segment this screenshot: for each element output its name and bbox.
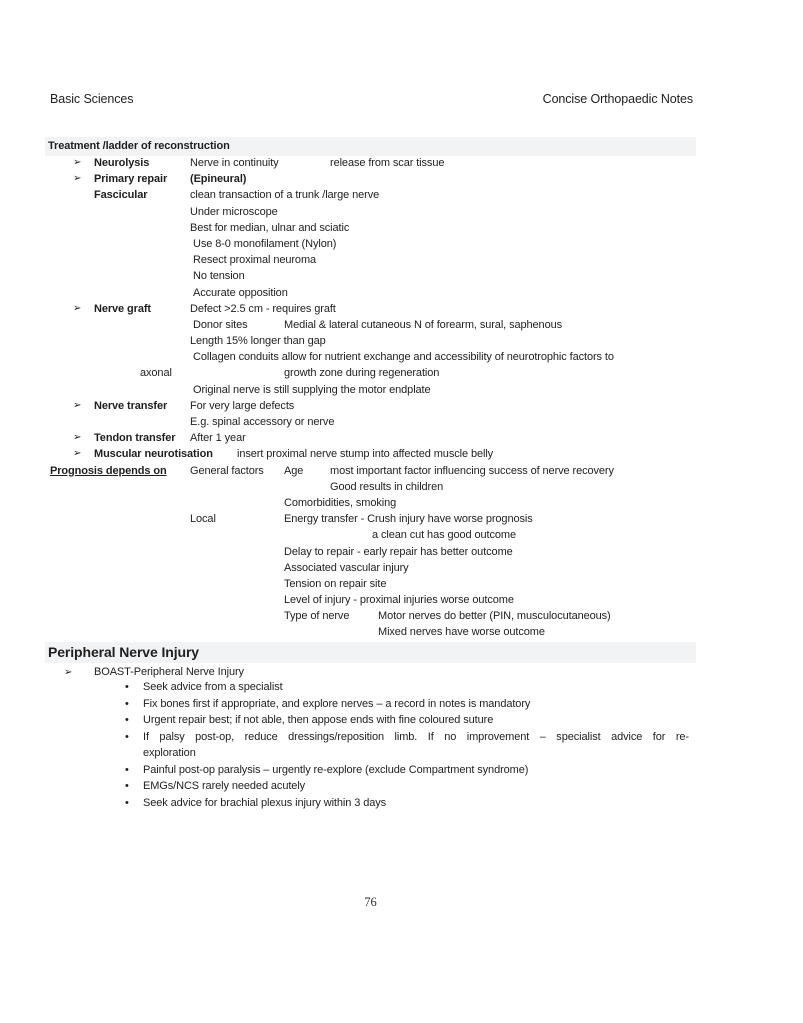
cell-text: After 1 year	[190, 432, 246, 445]
boast-subtitle: BOAST-Peripheral Nerve Injury	[94, 666, 244, 678]
cell-text: No tension	[193, 270, 245, 283]
doc-line	[0, 285, 803, 301]
page-number: 76	[364, 895, 377, 909]
term-label: Nerve graft	[94, 302, 151, 315]
boast-bullet-list	[0, 679, 803, 811]
bullet-text: Painful post-op paralysis – urgently re-explore (exclude Compartment syndrome)	[143, 763, 529, 776]
bullet-item	[0, 712, 803, 729]
cell-text: release from scar tissue	[330, 157, 445, 169]
doc-line	[0, 576, 803, 592]
cell-text: Collagen conduits allow for nutrient exchange and accessibility of neurotrophic factors to	[193, 351, 614, 364]
cell-text: E.g. spinal accessory or nerve	[190, 416, 335, 428]
doc-line	[0, 333, 803, 349]
cell-text: Comorbidities, smoking	[284, 496, 397, 509]
dot-bullet-icon: •	[125, 714, 129, 726]
dot-bullet-icon: •	[125, 763, 129, 776]
doc-line	[0, 495, 803, 511]
cell-text: Nerve in continuity	[190, 157, 279, 169]
doc-line	[0, 430, 803, 446]
term-label: Primary repair	[94, 173, 168, 186]
bullet-text-line1: If palsy post-op, reduce dressings/reposition limb. If no improvement – specialist advice for re-	[143, 730, 689, 743]
page-header	[50, 92, 693, 106]
cell-text: Age	[284, 464, 304, 477]
bullet-item	[0, 679, 803, 696]
doc-line	[0, 527, 803, 543]
cell-text: Local	[190, 513, 216, 526]
dot-bullet-icon: •	[125, 681, 129, 693]
cell-text: Under microscope	[190, 205, 278, 218]
treatment-rows	[0, 155, 803, 641]
cell-text: clean transaction of a trunk /large nerve	[190, 189, 380, 202]
bullet-text	[143, 729, 689, 762]
cell-text: Resect proximal neuroma	[193, 254, 317, 267]
doc-line	[0, 365, 803, 381]
arrow-bullet-icon: ➢	[73, 448, 82, 460]
cell-text: Best for median, ulnar and sciatic	[190, 221, 350, 234]
cell-text: (Epineural)	[190, 173, 247, 186]
bullet-text: Urgent repair best; if not able, then appose ends with fine coloured suture	[143, 714, 494, 726]
doc-line	[0, 252, 803, 268]
bullet-text: EMGs/NCS rarely needed acutely	[143, 780, 306, 792]
bullet-text: Fix bones first if appropriate, and explore nerves – a record in notes is mandatory	[143, 697, 531, 710]
doc-line	[0, 608, 803, 624]
cell-text: Defect >2.5 cm - requires graft	[190, 302, 336, 315]
cell-text: Donor sites	[193, 318, 248, 331]
cell-text: Use 8-0 monofilament (Nylon)	[193, 237, 337, 250]
term-label: Muscular neurotisation	[94, 448, 213, 461]
cell-text: Energy transfer - Crush injury have worse prognosis	[284, 513, 533, 526]
cell-text: General factors	[190, 464, 264, 477]
doc-line	[0, 544, 803, 560]
cell-text: Motor nerves do better (PIN, musculocutaneous)	[378, 610, 611, 623]
term-label: Neurolysis	[94, 157, 150, 169]
doc-line	[0, 204, 803, 220]
term-label: Tendon transfer	[94, 432, 176, 445]
cell-text: a clean cut has good outcome	[372, 529, 516, 542]
doc-line	[0, 317, 803, 333]
arrow-bullet-icon: ➢	[64, 667, 73, 678]
bullet-item	[0, 729, 803, 762]
doc-line	[0, 382, 803, 398]
bullet-item	[0, 762, 803, 779]
bullet-text: Seek advice for brachial plexus injury within 3 days	[143, 796, 387, 809]
doc-line	[0, 268, 803, 284]
doc-line	[0, 171, 803, 187]
doc-line	[0, 624, 803, 640]
term-label: Fascicular	[94, 189, 148, 202]
doc-line	[0, 187, 803, 203]
term-label: Nerve transfer	[94, 399, 168, 412]
doc-line	[0, 236, 803, 252]
bullet-item	[0, 795, 803, 812]
doc-line	[0, 301, 803, 317]
cell-text: For very large defects	[190, 399, 295, 412]
arrow-bullet-icon: ➢	[73, 432, 82, 444]
cell-text: Type of nerve	[284, 610, 350, 623]
dot-bullet-icon: •	[125, 697, 129, 710]
cell-text: Tension on repair site	[284, 577, 387, 590]
doc-line	[0, 220, 803, 236]
cell-text: Medial & lateral cutaneous N of forearm, sural, saphenous	[284, 318, 563, 331]
bullet-item	[0, 778, 803, 795]
cell-text: insert proximal nerve stump into affected muscle belly	[237, 448, 494, 461]
arrow-bullet-icon: ➢	[73, 173, 82, 185]
section-title: Treatment /ladder of reconstruction	[48, 140, 230, 152]
cell-text: Accurate opposition	[193, 286, 288, 299]
cell-text: Associated vascular injury	[284, 561, 409, 574]
doc-line	[0, 398, 803, 414]
cell-text: Original nerve is still supplying the motor endplate	[193, 383, 431, 396]
cell-text: Delay to repair - early repair has better outcome	[284, 545, 513, 558]
section-title: Peripheral Nerve Injury	[48, 644, 199, 660]
arrow-bullet-icon: ➢	[73, 399, 82, 411]
arrow-bullet-icon: ➢	[73, 157, 82, 168]
doc-line	[0, 592, 803, 608]
bullet-item	[0, 696, 803, 713]
doc-line	[0, 414, 803, 430]
doc-line	[0, 349, 803, 365]
term-label: Prognosis depends on	[50, 464, 167, 477]
cell-text: Level of injury - proximal injuries worse outcome	[284, 594, 514, 607]
bullet-text-line2: exploration	[143, 747, 196, 759]
header-right: Concise Orthopaedic Notes	[542, 92, 693, 106]
cell-text: axonal	[140, 367, 172, 380]
cell-text: growth zone during regeneration	[284, 367, 440, 380]
dot-bullet-icon: •	[125, 796, 129, 809]
cell-text: Good results in children	[330, 480, 444, 493]
cell-text: most important factor influencing success of nerve recovery	[330, 464, 614, 477]
cell-text: Mixed nerves have worse outcome	[378, 626, 545, 639]
doc-line	[0, 155, 803, 171]
doc-line	[0, 463, 803, 479]
doc-line	[0, 511, 803, 527]
arrow-bullet-icon: ➢	[73, 302, 82, 314]
dot-bullet-icon: •	[125, 780, 129, 792]
cell-text: Length 15% longer than gap	[190, 335, 326, 348]
header-left: Basic Sciences	[50, 92, 134, 106]
doc-line	[0, 446, 803, 462]
dot-bullet-icon: •	[125, 730, 129, 743]
bullet-text: Seek advice from a specialist	[143, 681, 283, 693]
doc-line	[0, 479, 803, 495]
section-band-peripheral	[45, 642, 696, 663]
doc-line	[0, 560, 803, 576]
section-band-treatment	[45, 137, 696, 156]
